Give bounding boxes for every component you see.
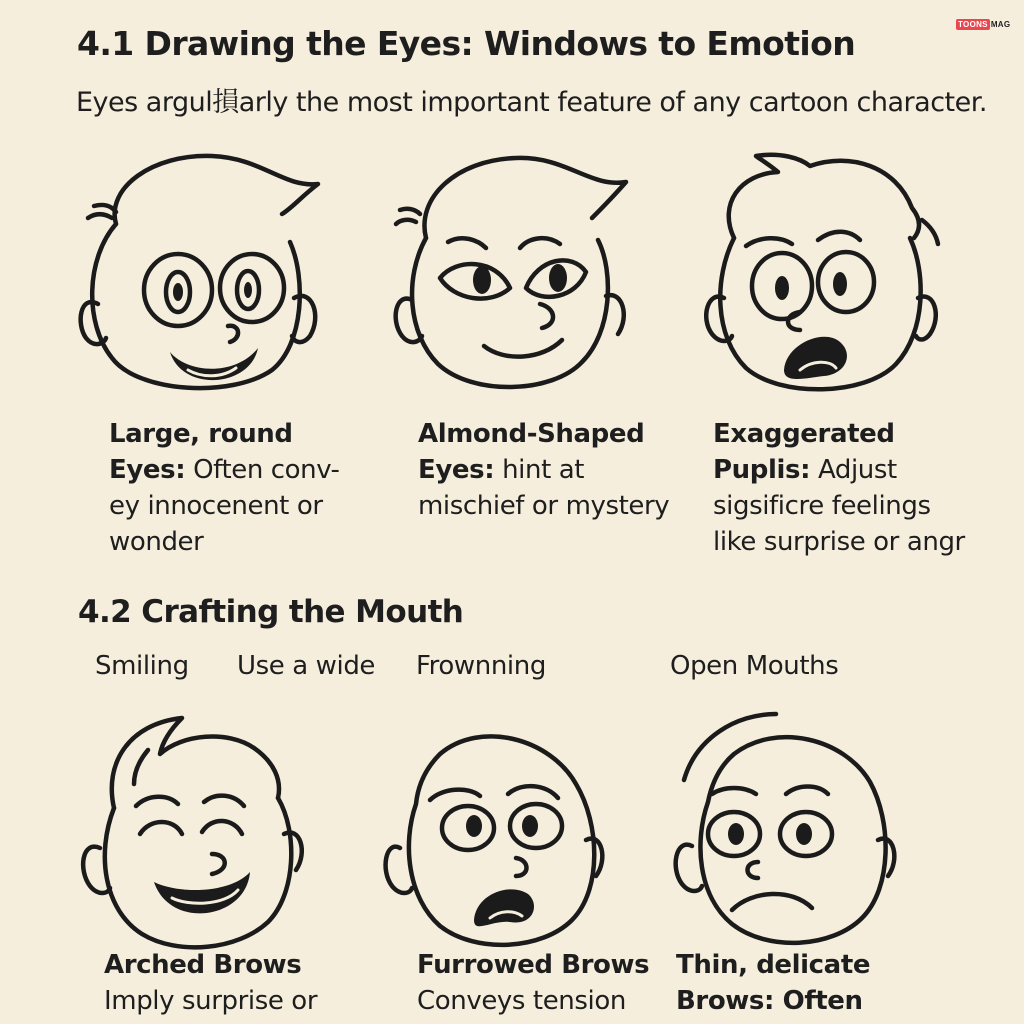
- caption-lead: Eyes:: [109, 455, 186, 485]
- caption-title: Almond-Shaped: [418, 419, 645, 449]
- label-frowning: Frownning: [416, 651, 546, 681]
- caption-title: Thin, delicate: [676, 950, 871, 980]
- caption-text: hint at: [494, 455, 585, 485]
- brand-logo-part1: TOONS: [958, 20, 988, 29]
- caption-text: Brows: Often: [676, 986, 863, 1016]
- section2-title: 4.2 Crafting the Mouth: [78, 594, 464, 630]
- caption-arched-brows: [104, 947, 317, 1019]
- caption-lead: Eyes:: [418, 455, 495, 485]
- caption-lead: Puplis:: [713, 455, 811, 485]
- label-open-mouths: Open Mouths: [670, 651, 839, 681]
- label-use-a-wide: Use a wide: [237, 651, 376, 681]
- caption-text: mischief or mystery: [418, 491, 670, 521]
- caption-title: Arched Brows: [104, 950, 302, 980]
- caption-text: wonder: [109, 527, 204, 557]
- label-smiling: Smiling: [95, 651, 189, 681]
- caption-furrowed-brows: [417, 947, 649, 1019]
- almond-eyes-face-illustration: [386, 148, 636, 408]
- brand-logo: [956, 19, 1010, 30]
- surprised-face-illustration: [700, 148, 950, 408]
- worried-face-illustration: [672, 700, 922, 960]
- caption-title: Exaggerated: [713, 419, 895, 449]
- caption-thin-brows: [676, 947, 870, 1019]
- caption-text: Adjust: [810, 455, 897, 485]
- frowning-face-illustration: [380, 704, 630, 964]
- caption-text: Conveys tension: [417, 986, 626, 1016]
- caption-text: Often conv-: [185, 455, 340, 485]
- caption-text: ey innocenent or: [109, 491, 323, 521]
- caption-large-round-eyes: [109, 416, 340, 560]
- happy-round-eyes-face-illustration: [72, 148, 322, 408]
- caption-text: like surprise or angr: [713, 527, 965, 557]
- brand-logo-part2: MAG: [990, 20, 1011, 29]
- caption-title: Large, round: [109, 419, 293, 449]
- laughing-face-illustration: [78, 704, 328, 964]
- caption-exaggerated-pupils: [713, 416, 965, 560]
- caption-title: Furrowed Brows: [417, 950, 650, 980]
- caption-text: Imply surprise or: [104, 986, 318, 1016]
- section1-title: 4.1 Drawing the Eyes: Windows to Emotion: [77, 24, 856, 63]
- section1-intro: Eyes argul損arly the most important feature of any cartoon character.: [76, 87, 987, 118]
- caption-almond-eyes: [418, 416, 669, 524]
- caption-text: sigsificre feelings: [713, 491, 931, 521]
